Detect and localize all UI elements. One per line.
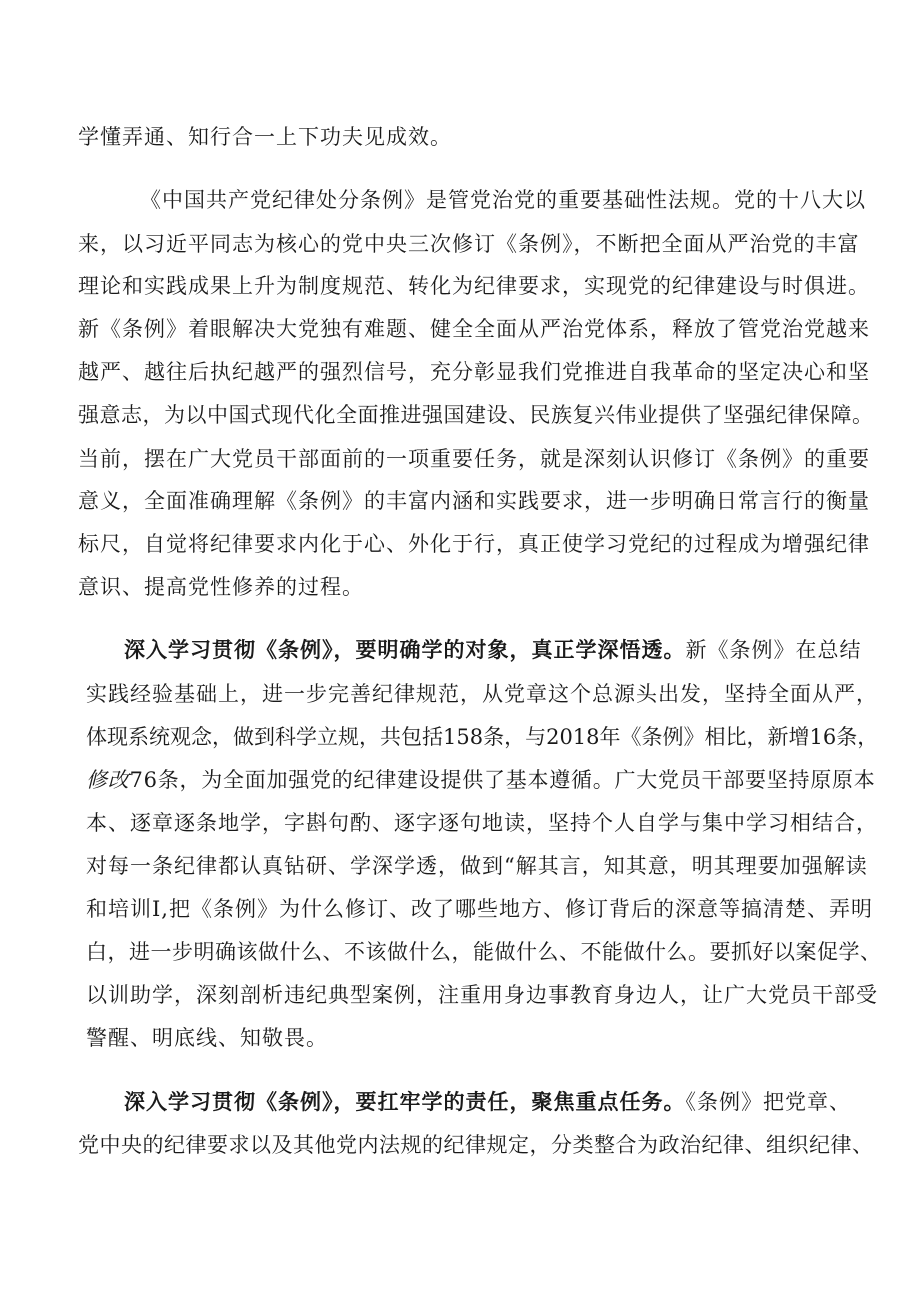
p1-line-1: 《中国共产党纪律处分条例》是管党治党的重要基础性法规。党的十八大以 <box>140 188 866 212</box>
p1-line-4: 新《条例》着眼解决大党独有难题、健全全面从严治党体系，释放了管党治党越来 <box>78 317 870 341</box>
p2-line4-rest: 76条，为全面加强党的纪律建设提供了基本遵循。广大党员干部要坚持原原本 <box>129 768 876 792</box>
p2-lead: 深入学习贯彻《条例》，要明确学的对象，真正学深悟透。 <box>124 637 686 662</box>
p1-line-10: 意识、提高党性修养的过程。 <box>78 575 364 599</box>
p2-line-8: 白，进一步明确该做什么、不该做什么，能做什么、不能做什么。要抓好以案促学、 <box>86 940 882 964</box>
p2-line-3: 体现系统观念，做到科学立规，共包括158条，与2018年《条例》相比，新增16条， <box>86 725 879 749</box>
p2-line-10: 警醒、明底线、知敬畏。 <box>86 1026 328 1050</box>
p1-line-2: 来，以习近平同志为核心的党中央三次修订《条例》，不断把全面从严治党的丰富 <box>78 232 860 256</box>
p1-line-6: 强意志，为以中国式现代化全面推进强国建设、民族复兴伟业提供了坚强纪律保障。 <box>78 403 874 427</box>
p2-line-1 <box>124 635 862 665</box>
p1-line-9: 标尺，自觉将纪律要求内化于心、外化于行，真正使学习党纪的过程成为增强纪律 <box>78 532 870 556</box>
p2-first-rest: 新《条例》在总结 <box>685 638 862 662</box>
p3-first-rest: 《条例》把党章、 <box>685 1090 851 1114</box>
p1-line-8: 意义，全面准确理解《条例》的丰富内涵和实践要求，进一步明确日常言行的衡量 <box>78 489 870 513</box>
p1-line-7: 当前，摆在广大党员干部面前的一项重要任务，就是深刻认识修订《条例》的重要 <box>78 447 870 471</box>
p1-line-3: 理论和实践成果上升为制度规范、转化为纪律要求，实现党的纪律建设与时俱进。 <box>78 274 870 298</box>
p2-line-6: 对每一条纪律都认真钻研、学深学透，做到“解其言，知其意，明其理要加强解读 <box>86 854 868 878</box>
p2-line-4 <box>86 765 875 795</box>
p2-line-9: 以训助学，深刻剖析违纪典型案例，注重用身边事教育身边人，让广大党员干部受 <box>86 983 878 1007</box>
p0-line-1: 学懂弄通、知行合一上下功夫见成效。 <box>78 125 452 149</box>
p2-line-2: 实践经验基础上，进一步完善纪律规范，从党章这个总源头出发，坚持全面从严， <box>86 682 878 706</box>
p3-line-2: 党中央的纪律要求以及其他党内法规的纪律规定，分类整合为政治纪律、组织纪律、 <box>78 1133 874 1157</box>
p2-line-5: 本、逐章逐条地学，字斟句酌、逐字逐句地读，坚持个人自学与集中学习相结合， <box>86 811 878 835</box>
p2-line-7: 和培训Ⅰ,把《条例》为什么修订、改了哪些地方、修订背后的深意等搞清楚、弄明 <box>86 897 873 921</box>
p2-italic-word: 修改 <box>86 768 130 792</box>
p3-lead: 深入学习贯彻《条例》，要扛牢学的责任，聚焦重点任务。 <box>124 1089 686 1114</box>
p3-line-1 <box>124 1087 851 1117</box>
p1-line-5: 越严、越往后执纪越严的强烈信号，充分彰显我们党推进自我革命的坚定决心和坚 <box>78 360 870 384</box>
